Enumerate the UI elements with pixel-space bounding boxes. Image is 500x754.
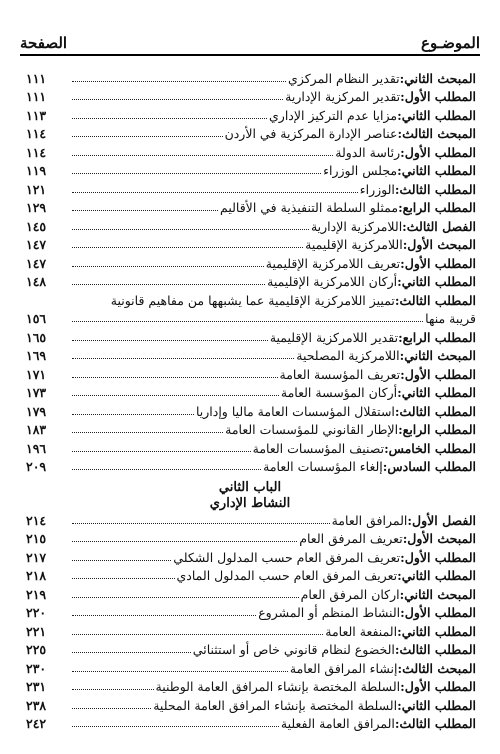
toc-entry-label: المطلب الثاني: [397,568,476,583]
toc-dot-leader [72,541,297,542]
toc-entry-label: المطلب الأول: [400,679,476,694]
toc-entry-title: إنشاء المرافق العامة [289,660,398,676]
toc-dot-leader [72,597,299,598]
toc-entry-title: مجلس الوزراء [323,163,398,178]
toc-entry-title: تعريف المرفق العام حسب المدلول الشكلي [173,549,401,565]
toc-entry-label: المطلب الثاني: [397,107,476,123]
toc-dot-leader [72,192,358,193]
toc-entry-label: المطلب الرابع: [398,329,476,345]
toc-entry-title: رئاسة الدولة [335,144,401,160]
toc-entry-title: تقدير المركزية الإدارية [285,89,401,104]
toc-entry [26,345,476,364]
toc-entry-label: الفصل الأول: [407,512,476,528]
toc-entry-label: المطلب الأول: [400,549,476,565]
toc-entry [26,178,476,197]
toc-entry-label: المبحث الثاني: [399,70,476,86]
toc-entry-page: ١٨٣ [26,422,47,437]
toc-entry [26,382,476,401]
toc-entry-label: المطلب الرابع: [398,422,476,437]
toc-dot-leader [72,634,323,635]
toc-dot-leader [72,451,251,452]
toc-entry [26,583,476,602]
toc-entry-title: اللامركزية الإقليمية [305,237,403,252]
toc-entry-page: ١١٣ [26,107,47,123]
toc-dot-leader [72,377,278,378]
toc-dot-leader [72,210,218,211]
toc-entry-label: الفصل الثالث: [402,218,476,234]
toc-entry-page: ٢٣١ [26,679,47,694]
toc-dot-leader [72,155,333,156]
toc-dot-leader [72,340,268,341]
toc-entry-page: ١٦٥ [26,329,47,345]
toc-entry-label: المبحث الثاني: [399,348,476,363]
toc-entry-page: ١٧٣ [26,385,47,400]
toc-entry [26,528,476,547]
toc-entry [26,713,476,732]
toc-entry [26,419,476,438]
toc-entry-title: الخضوع لنظام قانوني خاص أو استثنائي [192,642,395,657]
toc-dot-leader [72,615,256,616]
toc-entry-page: ١١٤ [26,126,47,141]
page-header [20,30,480,52]
toc-entry-label: المبحث الثاني: [399,586,476,602]
toc-entry [26,602,476,621]
toc-entry-page: ١٤٨ [26,274,47,289]
toc-entry-title: تقدير النظام المركزي [288,70,400,86]
toc-dot-leader [72,266,264,267]
toc-dot-leader [72,652,191,653]
toc-entry [26,694,476,713]
toc-entry-page: ١٤٧ [26,237,47,252]
toc-entry [26,363,476,382]
toc-dot-leader [72,578,175,579]
toc-entry-label: المطلب الأول: [400,255,476,271]
toc-entry-page: ١٤٧ [26,255,47,271]
toc-entry-label: المبحث الأول: [402,531,476,546]
toc-entry-label: المبحث الأول: [402,237,476,252]
toc-entry-label: المطلب الثاني: [397,697,476,713]
toc-entry [26,657,476,676]
toc-entry-title: ممثلو السلطة التنفيذية في الأقاليم [220,200,399,215]
toc-entry-label: المطلب الثالث: [394,181,476,197]
toc-entry-label: المطلب الأول: [400,89,476,104]
toc-dot-leader [72,432,223,433]
header-page: الصفحة [20,34,68,52]
toc-entry-title: إلغاء المؤسسات العامة [263,459,383,474]
toc-entry-page: ٢٠٩ [26,459,47,474]
toc-entry-label: المطلب الثاني: [397,385,476,400]
toc-entry-label: المطلب الرابع: [398,200,476,215]
toc-entry-label: المطلب الخامس: [384,440,476,456]
toc-entry-page: ٢٢١ [26,623,47,639]
toc-entry [26,639,476,658]
toc-entry-title: المرافق العامة [331,512,408,528]
toc-entry-title: تعريف اللامركزية الإقليمية [265,255,401,271]
toc-dot-leader [72,726,279,727]
toc-entry-page: ٢٣٨ [26,697,47,713]
toc-entry [26,160,476,179]
toc-entry-title: اللامركزية الإدارية [310,218,403,234]
toc-dot-leader [72,358,294,359]
toc-entry-title: تقدير اللامركزية الإقليمية [269,329,399,345]
toc-entry-title: المرافق العامة الفعلية [280,716,395,731]
header-topic: الموضـوع [421,34,480,52]
toc-entry-title: تعريف المرفق العام [299,531,403,546]
toc-entry-page: ١٧٩ [26,403,47,419]
toc-entry-title: مزايا عدم التركيز الإداري [269,107,398,123]
toc-entry-title: الوزراء [359,181,395,197]
toc-entry [26,141,476,160]
toc-entry [26,104,476,123]
toc-entry-label: المطلب الثالث: [394,292,476,308]
toc-entry [26,271,476,290]
header-rule [20,54,480,56]
toc-section-1 [26,67,476,474]
toc-entry-label: المطلب الأول: [400,366,476,382]
toc-dot-leader [72,247,303,248]
toc-entry-label: المطلب الثالث: [394,403,476,419]
toc-entry-page: ٢١٤ [26,512,47,528]
toc-entry-page: ١١٤ [26,144,47,160]
toc-entry-title: تعريف المرفق العام حسب المدلول المادي [176,568,398,583]
toc-entry-page: ٢٤٢ [26,716,47,731]
toc-entry-label: المطلب الثاني: [397,623,476,639]
toc-entry-label: المطلب الثالث: [394,642,476,657]
toc-entry-page: ٢٢٠ [26,605,47,620]
toc-entry [26,326,476,345]
toc-entry-label: المطلب الأول: [400,605,476,620]
toc-entry-title: تمييز اللامركزية الإقليمية عما يشبهها من مفاهيم قانونية [110,292,395,308]
toc-entry-page: ١٢٩ [26,200,47,215]
toc-entry-title: السلطة المختصة بإنشاء المرافق العامة الوطنية [155,679,401,694]
toc-entry-label: المبحث الثالث: [397,660,476,676]
toc-entry-page: ١١١ [26,89,47,104]
toc-entry-title: السلطة المختصة بإنشاء المرافق العامة المحلية [153,697,398,713]
toc-dot-leader [72,136,223,137]
toc-entry-label: المطلب الأول: [400,144,476,160]
toc-dot-leader [72,118,267,119]
toc-entry [26,67,476,86]
toc-entry-page: ٢١٨ [26,568,47,583]
toc-entry-label: المطلب الثاني: [397,274,476,289]
toc-entry-title: تصنيف المؤسسات العامة [252,440,385,456]
toc-entry-title: استقلال المؤسسات العامة ماليا وإداريا [195,403,395,419]
toc-dot-leader [72,81,286,82]
toc-entry-title: تعريف المؤسسة العامة [279,366,401,382]
toc-entry [26,400,476,419]
toc-dot-leader [72,284,265,285]
toc-entry [26,565,476,584]
toc-entry [26,437,476,456]
toc-dot-leader [72,689,154,690]
toc-entry-title: اركان المرفق العام [300,586,400,602]
toc-entry [26,197,476,216]
toc-entry-title: النشاط المنظم أو المشروع [258,605,401,620]
toc-entry [26,456,476,475]
toc-entry-page: ١٧١ [26,366,47,382]
toc-dot-leader [72,671,288,672]
toc-entry-title: المنفعة العامة [325,623,398,639]
toc-entry-page: ٢١٩ [26,586,47,602]
toc-entry-title: عناصر الإدارة المركزية في الأردن [224,126,398,141]
toc-entry-page: ١١١ [26,70,47,86]
toc-dot-leader [72,321,423,322]
toc-entry [26,620,476,639]
toc-entry [26,86,476,105]
toc-entry-page: ٢٢٥ [26,642,47,657]
toc-entry [26,308,476,327]
toc-entry-title: قريبة منها [425,311,476,326]
toc-entry-page: ١٥٦ [26,311,47,326]
toc-entry [26,676,476,695]
toc-dot-leader [72,395,279,396]
toc-entry [26,509,476,528]
toc-entry-page: ١٢١ [26,181,47,197]
toc-entry [26,215,476,234]
toc-section-2 [26,509,476,731]
part-subtitle: النشاط الإداري [209,496,291,511]
toc-entry-label: المطلب الثالث: [394,716,476,731]
toc-entry [26,289,476,308]
toc-entry-page: ٢٣٠ [26,660,47,676]
toc-entry-title: الإطار القانوني للمؤسسات العامة [225,422,399,437]
toc-dot-leader [72,469,261,470]
toc-entry-title: اللامركزية المصلحية [296,348,400,363]
toc-entry [26,234,476,253]
toc-entry-page: ١٩٦ [26,440,47,456]
toc-entry-page: ١٦٩ [26,348,47,363]
toc-entry-page: ٢١٥ [26,531,47,546]
toc-dot-leader [72,560,171,561]
toc-entry [26,252,476,271]
toc-entry-page: ٢١٧ [26,549,47,565]
toc-entry-label: المبحث الثالث: [397,126,476,141]
toc-dot-leader [72,414,194,415]
toc-entry-title: أركان المؤسسة العامة [280,385,398,400]
toc-entry-title: أركان اللامركزية الإقليمية [267,274,398,289]
toc-entry-label: المطلب الثاني: [397,163,476,178]
toc-dot-leader [72,708,151,709]
toc-dot-leader [72,99,283,100]
toc-dot-leader [72,523,330,524]
toc-dot-leader [72,229,309,230]
toc-entry [26,123,476,142]
toc-entry [26,546,476,565]
toc-entry-page: ١٤٥ [26,218,47,234]
part-title: الباب الثاني [218,480,282,495]
toc-entry-label: المطلب السادس: [382,459,476,474]
toc-entry-page: ١١٩ [26,163,47,178]
toc-dot-leader [72,173,321,174]
